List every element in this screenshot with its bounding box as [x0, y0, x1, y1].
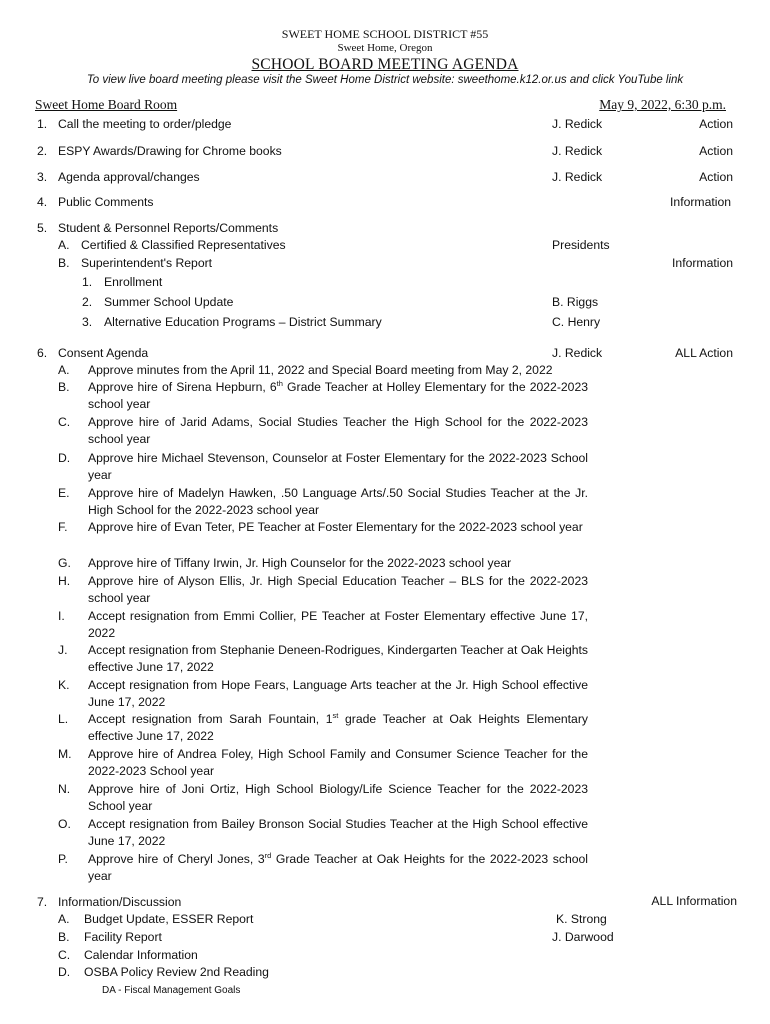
meeting-date: May 9, 2022, 6:30 p.m. [599, 97, 726, 112]
consent-minutes: Approve minutes from the April 11, 2022 and Special Board meeting from May 2, 2022 [88, 363, 553, 377]
consent-item-f [58, 519, 588, 536]
consent-hire-hawken: Approve hire of Madelyn Hawken, .50 Language Arts/.50 Social Studies Teacher at the Jr. High School for the 2022-2023 school year [88, 486, 588, 517]
consent-item-j [58, 642, 588, 675]
sub-item-letter: F. [58, 520, 68, 534]
item-number: 2. [37, 144, 48, 158]
sub-item-letter: J. [58, 643, 68, 657]
sub-item-letter: A. [58, 363, 70, 377]
item-number: 3. [37, 170, 48, 184]
agenda-item-information: Information/Discussion [58, 895, 182, 909]
consent-hire-adams: Approve hire of Jarid Adams, Social Studies Teacher the High School for the 2022-2023 school year [88, 415, 588, 446]
sub-item-letter: C. [58, 415, 71, 429]
consent-item-p [58, 850, 588, 884]
consent-hire-irwin: Approve hire of Tiffany Irwin, Jr. High Counselor for the 2022-2023 school year [88, 556, 512, 570]
district-name: SWEET HOME SCHOOL DISTRICT #55 [281, 27, 489, 41]
item-number: 6. [37, 346, 48, 360]
consent-hire-ellis: Approve hire of Alyson Ellis, Jr. High Special Education Teacher – BLS for the 2022-2023 school year [88, 574, 588, 605]
sub-item-letter: B. [58, 380, 70, 394]
sub-sub-number: 2. [82, 295, 93, 309]
consent-hire-foley: Approve hire of Andrea Foley, High School Family and Consumer Science Teacher for the 2022-2023 School year [88, 747, 588, 778]
item-presenter: J. Redick [552, 346, 603, 360]
item-presenter: J. Redick [552, 144, 603, 158]
sub-item-letter: D. [58, 451, 71, 465]
consent-item-h [58, 573, 588, 606]
sub-item-letter: B. [58, 930, 70, 944]
sub-sub-enrollment: Enrollment [104, 275, 163, 289]
item-type: ALL Information [651, 894, 737, 908]
sub-sub-number: 3. [82, 315, 93, 329]
item-number: 5. [37, 221, 48, 235]
consent-item-o [58, 816, 588, 849]
sub-sub-number: 1. [82, 275, 93, 289]
item-type: Action [699, 144, 733, 158]
consent-item-l [58, 710, 588, 744]
consent-resign-fountain: Accept resignation from Sarah Fountain, 1st grade Teacher at Oak Heights Elementary effective June 17, 2022 [88, 710, 588, 743]
consent-item-i [58, 608, 588, 641]
meeting-location: Sweet Home Board Room [35, 97, 178, 112]
item-presenter: B. Riggs [552, 295, 599, 309]
item-type: Action [699, 170, 733, 184]
consent-resign-bronson: Accept resignation from Bailey Bronson Social Studies Teacher at the High School effective June 17, 2022 [88, 817, 588, 848]
consent-resign-fears: Accept resignation from Hope Fears, Language Arts teacher at the Jr. High School effective June 17, 2022 [88, 678, 588, 709]
sub-item-letter: I. [58, 609, 65, 623]
info-calendar: Calendar Information [84, 948, 198, 962]
sub-item-letter: A. [58, 912, 70, 926]
info-facility-report: Facility Report [84, 930, 162, 944]
info-osba-policy: OSBA Policy Review 2nd Reading [84, 965, 269, 979]
item-presenter: J. Darwood [552, 930, 614, 944]
consent-item-c [58, 414, 588, 447]
consent-hire-ortiz: Approve hire of Joni Ortiz, High School Biology/Life Science Teacher for the 2022-2023 School year [88, 782, 588, 813]
agenda-item-public-comments: Public Comments [58, 195, 154, 209]
sub-item-letter: D. [58, 965, 71, 979]
consent-hire-hepburn: Approve hire of Sirena Hepburn, 6th Grade Teacher at Holley Elementary for the 2022-2023 school year [88, 378, 588, 411]
district-city: Sweet Home, Oregon [337, 42, 433, 54]
agenda-item-call-to-order: Call the meeting to order/pledge [58, 117, 232, 131]
consent-resign-deneen-rodrigues: Accept resignation from Stephanie Deneen-Rodrigues, Kindergarten Teacher at Oak Heights effective June 17, 2022 [88, 643, 588, 674]
agenda-item-reports: Student & Personnel Reports/Comments [58, 221, 279, 235]
item-presenter: Presidents [552, 238, 610, 252]
item-number: 1. [37, 117, 48, 131]
sub-item-letter: K. [58, 678, 70, 692]
consent-hire-jones: Approve hire of Cheryl Jones, 3rd Grade Teacher at Oak Heights for the 2022-2023 school year [88, 850, 588, 883]
agenda-item-espy-awards: ESPY Awards/Drawing for Chrome books [58, 144, 282, 158]
sub-item-letter: O. [58, 817, 71, 831]
sub-item-letter: A. [58, 238, 70, 252]
livestream-note: To view live board meeting please visit the Sweet Home District website: sweethome.k12.or.us and click YouTube link [86, 74, 684, 86]
item-number: 4. [37, 195, 48, 209]
item-type: Information [672, 256, 733, 270]
item-type: ALL Action [675, 346, 733, 360]
sub-item-letter: E. [58, 486, 70, 500]
item-presenter: J. Redick [552, 170, 603, 184]
sub-item-letter: G. [58, 556, 71, 570]
item-type: Information [670, 195, 731, 209]
agenda-item-consent-agenda: Consent Agenda [58, 346, 149, 360]
sub-item-letter: B. [58, 256, 70, 270]
sub-item-letter: L. [58, 712, 69, 726]
item-number: 7. [37, 895, 48, 909]
sub-sub-summer-school: Summer School Update [104, 295, 234, 309]
consent-hire-stevenson: Approve hire Michael Stevenson, Counselor at Foster Elementary for the 2022-2023 School year [88, 451, 588, 482]
item-presenter: C. Henry [552, 315, 601, 329]
item-type: Action [699, 117, 733, 131]
consent-hire-teter: Approve hire of Evan Teter, PE Teacher at Foster Elementary for the 2022-2023 school year [88, 520, 583, 534]
consent-item-m [58, 746, 588, 779]
agenda-item-agenda-approval: Agenda approval/changes [58, 170, 200, 184]
sub-item-letter: C. [58, 948, 71, 962]
consent-item-b [58, 378, 588, 412]
sub-item-superintendent-report: Superintendent's Report [81, 256, 213, 270]
info-budget-update: Budget Update, ESSER Report [84, 912, 254, 926]
item-presenter: J. Redick [552, 117, 603, 131]
sub-item-letter: P. [58, 852, 68, 866]
sub-item-letter: N. [58, 782, 71, 796]
item-presenter: K. Strong [556, 912, 607, 926]
consent-item-d [58, 450, 588, 483]
sub-item-representatives: Certified & Classified Representatives [81, 238, 286, 252]
agenda-title: SCHOOL BOARD MEETING AGENDA [251, 56, 519, 73]
consent-item-k [58, 677, 588, 710]
consent-resign-collier: Accept resignation from Emmi Collier, PE Teacher at Foster Elementary effective June 17, 2022 [88, 609, 588, 640]
sub-item-letter: H. [58, 574, 71, 588]
sub-sub-alternative-education: Alternative Education Programs – District Summary [104, 315, 382, 329]
consent-item-n [58, 781, 588, 814]
sub-item-letter: M. [58, 747, 72, 761]
consent-item-e [58, 485, 588, 518]
info-policy-da: DA - Fiscal Management Goals [102, 985, 241, 996]
